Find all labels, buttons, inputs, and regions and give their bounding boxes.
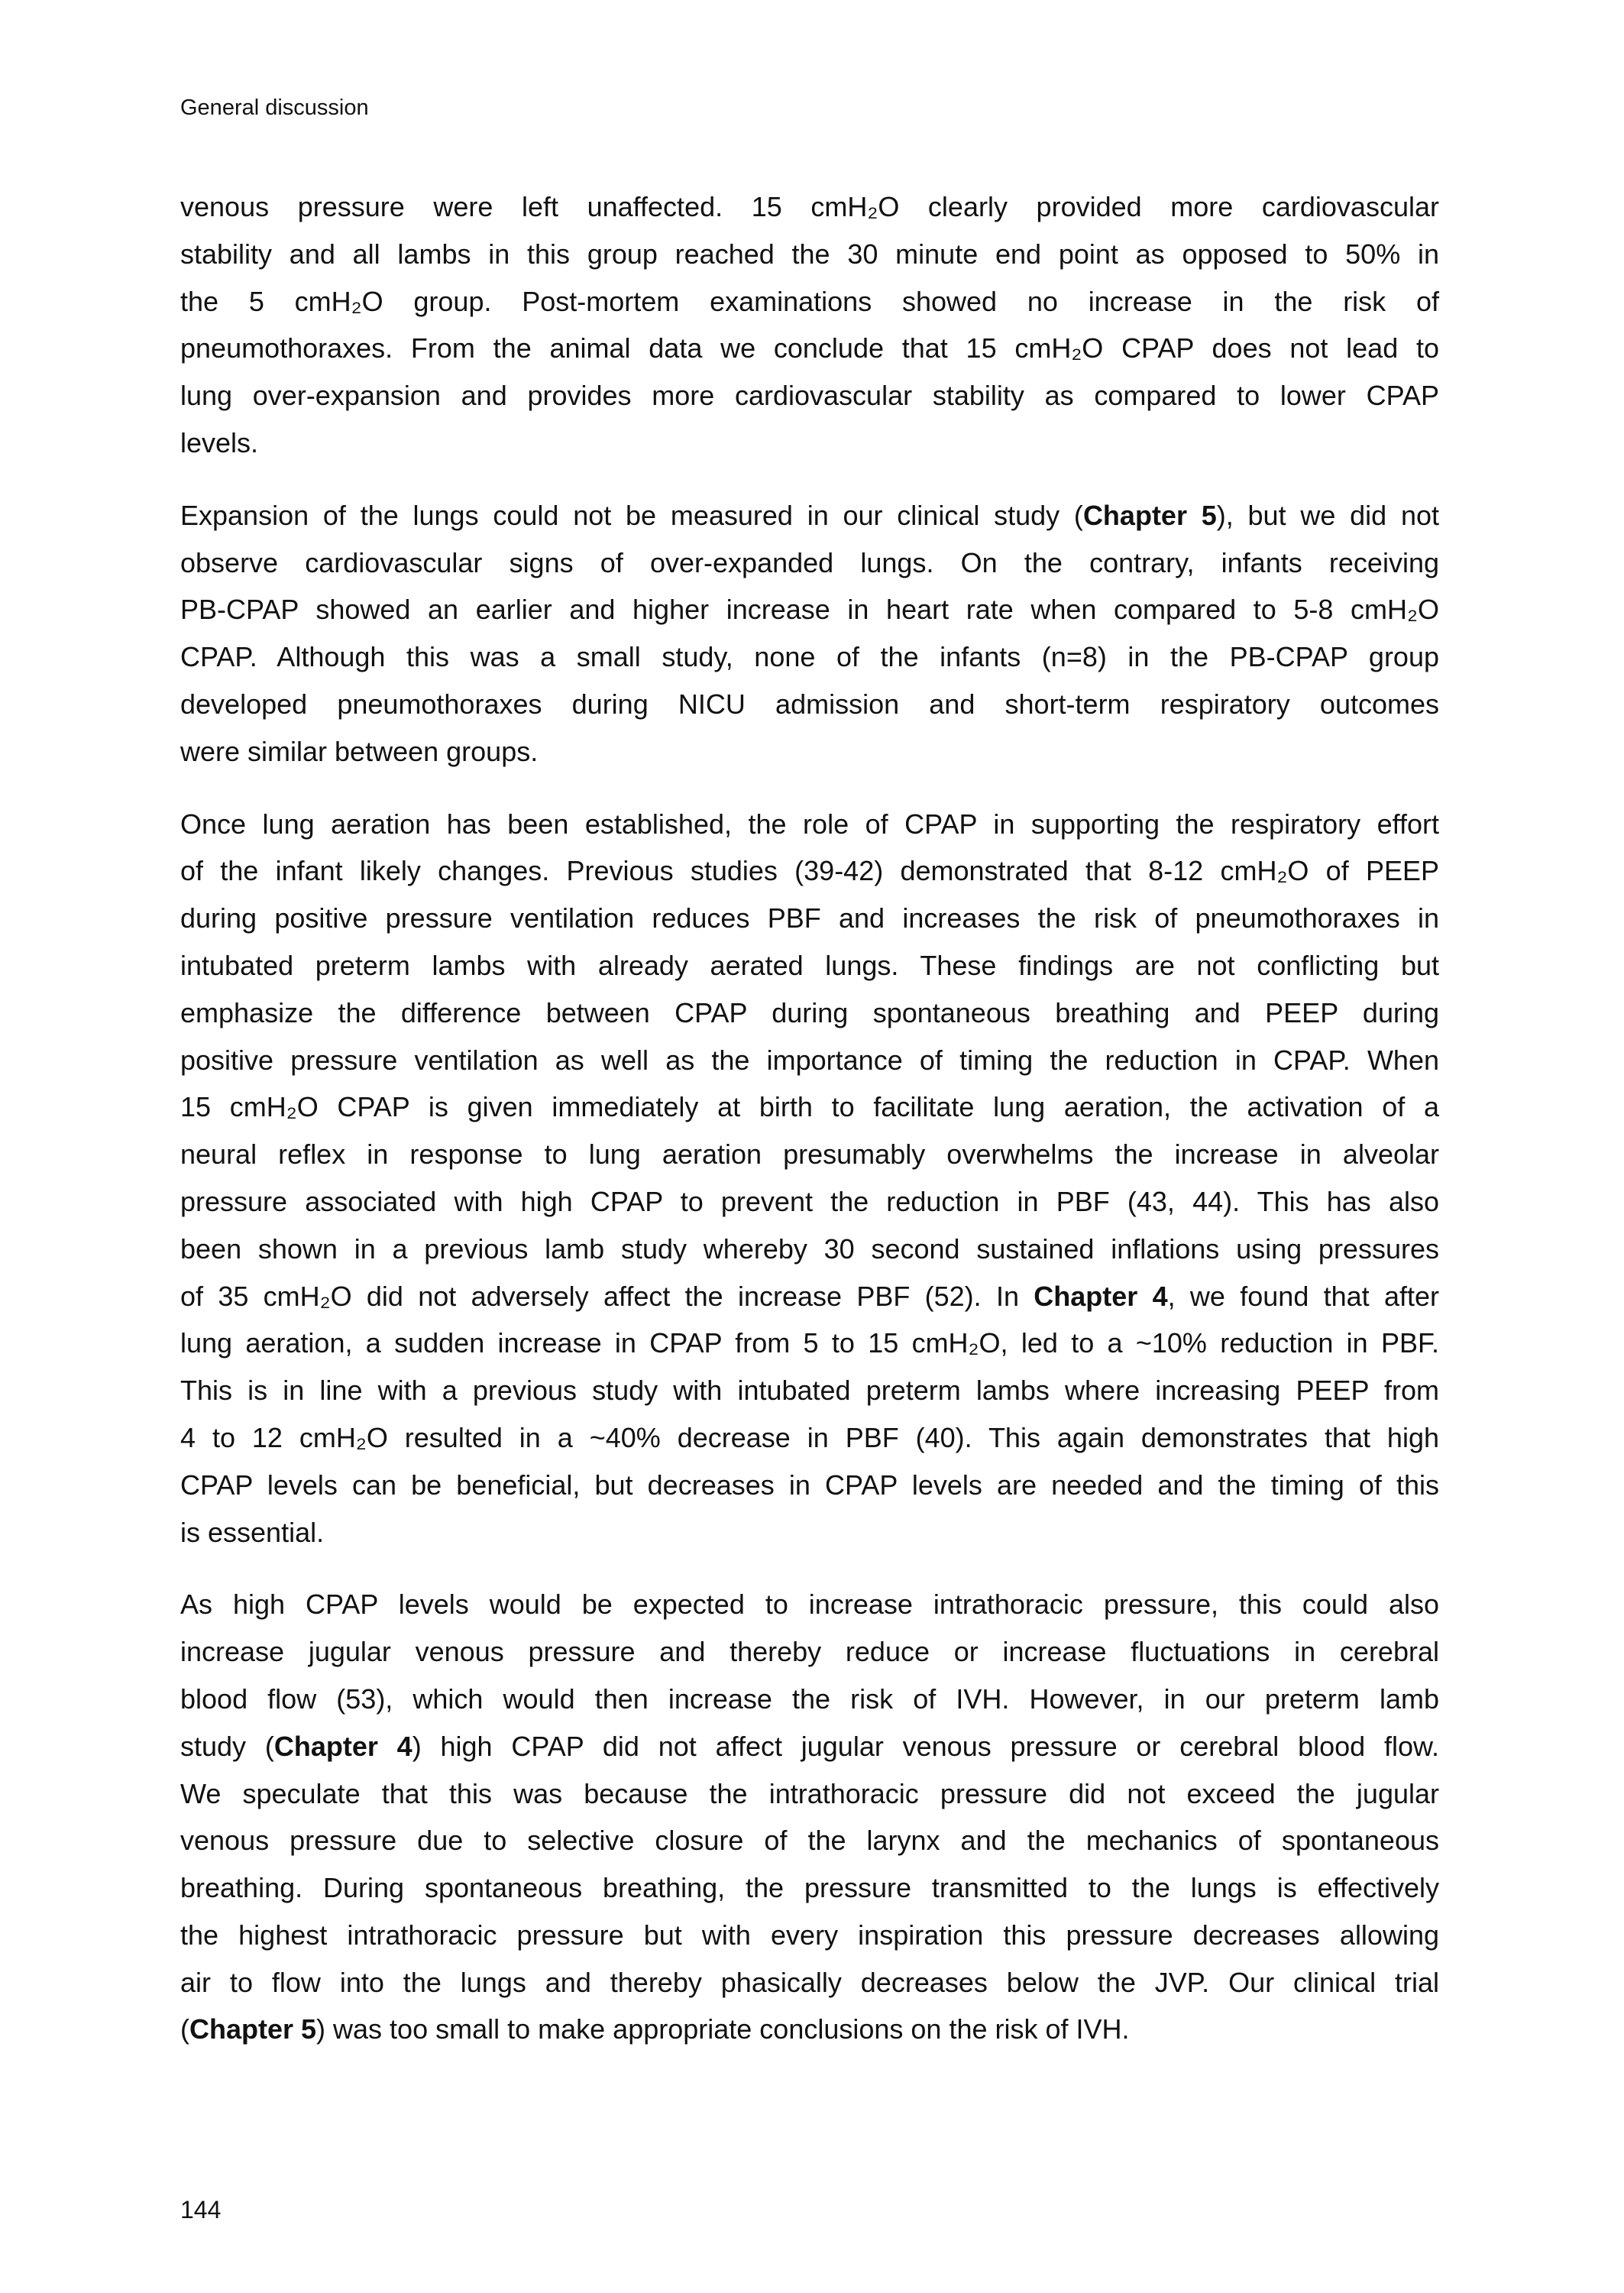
text-segment: ), but we did not bbox=[1216, 499, 1440, 531]
text-line bbox=[180, 1462, 1439, 1509]
text-segment: levels. bbox=[180, 426, 259, 458]
text-segment: As high CPAP levels would be expected to increase intrathoracic pressure, this could also bbox=[180, 1589, 1439, 1621]
text-line bbox=[180, 895, 1439, 942]
text-segment: developed pneumothoraxes during NICU admission and short-term respiratory outcomes bbox=[180, 688, 1439, 720]
text-segment: This is in line with a previous study with intubated preterm lambs where increasing PEEP from bbox=[180, 1375, 1439, 1407]
text-line bbox=[180, 325, 1439, 372]
text-line bbox=[180, 278, 1439, 325]
text-segment: positive pressure ventilation as well as the importance of timing the reduction in CPAP. When bbox=[180, 1044, 1439, 1076]
text-segment: CPAP. Although this was a small study, none of the infants (n=8) in the PB-CPAP group bbox=[180, 641, 1439, 673]
text-line bbox=[180, 492, 1439, 539]
text-line bbox=[180, 1037, 1439, 1084]
text-line bbox=[180, 633, 1439, 681]
text-segment: Once lung aeration has been established, the role of CPAP in supporting the respiratory effort bbox=[180, 808, 1439, 840]
text-line bbox=[180, 183, 1439, 231]
text-segment: stability and all lambs in this group reached the 30 minute end point as opposed to 50% in bbox=[180, 238, 1439, 270]
paragraph bbox=[180, 1581, 1439, 2053]
text-segment: the 5 cmH₂O group. Post-mortem examinations showed no increase in the risk of bbox=[180, 285, 1439, 317]
text-segment: study ( bbox=[180, 1730, 274, 1762]
text-line bbox=[180, 1178, 1439, 1226]
text-segment: ( bbox=[180, 2013, 189, 2045]
text-line bbox=[180, 1912, 1439, 1959]
text-segment: pressure associated with high CPAP to prevent the reduction in PBF (43, 44). This has also bbox=[180, 1185, 1439, 1217]
chapter-reference: Chapter 5 bbox=[1082, 499, 1217, 531]
text-line bbox=[180, 539, 1439, 587]
text-segment: CPAP levels can be beneficial, but decreases in CPAP levels are needed and the timing of this bbox=[180, 1469, 1439, 1501]
text-line bbox=[180, 1676, 1439, 1723]
text-segment: PB-CPAP showed an earlier and higher increase in heart rate when compared to 5-8 cmH₂O bbox=[180, 594, 1439, 626]
text-segment: is essential. bbox=[180, 1516, 325, 1548]
text-line bbox=[180, 1083, 1439, 1131]
text-line bbox=[180, 1581, 1439, 1628]
text-line bbox=[180, 681, 1439, 728]
text-segment: Expansion of the lungs could not be measured in our clinical study ( bbox=[180, 499, 1083, 531]
text-segment: intubated preterm lambs with already aerated lungs. These findings are not conflicting but bbox=[180, 949, 1439, 981]
text-line bbox=[180, 1273, 1439, 1320]
text-line bbox=[180, 1770, 1439, 1818]
text-line bbox=[180, 847, 1439, 895]
text-segment: of the infant likely changes. Previous studies (39-42) demonstrated that 8-12 cmH₂O of PEEP bbox=[180, 855, 1439, 887]
text-segment: venous pressure were left unaffected. 15 cmH₂O clearly provided more cardiovascular bbox=[180, 191, 1439, 222]
text-segment: neural reflex in response to lung aeration presumably overwhelms the increase in alveolar bbox=[180, 1138, 1439, 1171]
text-segment: lung over-expansion and provides more cardiovascular stability as compared to lower CPAP bbox=[180, 380, 1439, 412]
text-segment: air to flow into the lungs and thereby phasically decreases below the JVP. Our clinical trial bbox=[180, 1966, 1439, 1998]
text-line bbox=[180, 1817, 1439, 1864]
text-line bbox=[180, 1628, 1439, 1676]
text-line bbox=[180, 372, 1439, 419]
text-line bbox=[180, 1509, 1439, 1556]
text-segment: ) high CPAP did not affect jugular venous pressure or cerebral blood flow. bbox=[412, 1730, 1439, 1762]
text-segment: 4 to 12 cmH₂O resulted in a ~40% decrease in PBF (40). This again demonstrates that high bbox=[180, 1421, 1439, 1453]
text-segment: lung aeration, a sudden increase in CPAP from 5 to 15 cmH₂O, led to a ~10% reduction in PBF. bbox=[180, 1327, 1439, 1359]
text-segment: ) was too small to make appropriate conclusions on the risk of IVH. bbox=[316, 2013, 1130, 2045]
text-line bbox=[180, 419, 1439, 467]
page-number: 144 bbox=[180, 2196, 222, 2223]
text-line bbox=[180, 231, 1439, 278]
text-segment: were similar between groups. bbox=[180, 735, 539, 767]
text-line bbox=[180, 1864, 1439, 1912]
text-line bbox=[180, 1959, 1439, 2006]
text-segment: blood flow (53), which would then increase the risk of IVH. However, in our preterm lamb bbox=[180, 1683, 1439, 1715]
text-segment: We speculate that this was because the intrathoracic pressure did not exceed the jugular bbox=[180, 1777, 1439, 1809]
chapter-reference: Chapter 4 bbox=[1034, 1280, 1168, 1312]
body-text bbox=[180, 183, 1439, 2078]
text-line bbox=[180, 1414, 1439, 1462]
text-line bbox=[180, 1320, 1439, 1367]
text-segment: venous pressure due to selective closure of the larynx and the mechanics of spontaneous bbox=[180, 1825, 1439, 1857]
text-line bbox=[180, 801, 1439, 848]
text-line bbox=[180, 1226, 1439, 1273]
text-segment: 15 cmH₂O CPAP is given immediately at birth to facilitate lung aeration, the activation of a bbox=[180, 1091, 1439, 1123]
text-line bbox=[180, 942, 1439, 989]
running-header: General discussion bbox=[180, 96, 369, 120]
text-line bbox=[180, 989, 1439, 1037]
chapter-reference: Chapter 5 bbox=[189, 2013, 317, 2045]
text-segment: been shown in a previous lamb study whereby 30 second sustained inflations using pressures bbox=[180, 1232, 1439, 1265]
paragraph bbox=[180, 183, 1439, 467]
paragraph bbox=[180, 801, 1439, 1556]
text-segment: the highest intrathoracic pressure but with every inspiration this pressure decreases allowing bbox=[180, 1919, 1439, 1951]
text-segment: observe cardiovascular signs of over-expanded lungs. On the contrary, infants receiving bbox=[180, 546, 1439, 578]
text-line bbox=[180, 1131, 1439, 1178]
paragraph bbox=[180, 492, 1439, 776]
text-segment: of 35 cmH₂O did not adversely affect the increase PBF (52). In bbox=[180, 1280, 1034, 1312]
text-segment: breathing. During spontaneous breathing, the pressure transmitted to the lungs is effectively bbox=[180, 1872, 1439, 1904]
text-line bbox=[180, 586, 1439, 633]
text-segment: during positive pressure ventilation reduces PBF and increases the risk of pneumothoraxes in bbox=[180, 902, 1439, 934]
text-segment: , we found that after bbox=[1167, 1280, 1440, 1312]
text-segment: emphasize the difference between CPAP during spontaneous breathing and PEEP during bbox=[180, 996, 1439, 1028]
text-line bbox=[180, 2006, 1439, 2053]
text-line bbox=[180, 728, 1439, 776]
text-segment: pneumothoraxes. From the animal data we conclude that 15 cmH₂O CPAP does not lead to bbox=[180, 332, 1439, 364]
text-line bbox=[180, 1367, 1439, 1414]
chapter-reference: Chapter 4 bbox=[273, 1730, 412, 1762]
text-line bbox=[180, 1723, 1439, 1770]
text-segment: increase jugular venous pressure and thereby reduce or increase fluctuations in cerebral bbox=[180, 1636, 1439, 1668]
